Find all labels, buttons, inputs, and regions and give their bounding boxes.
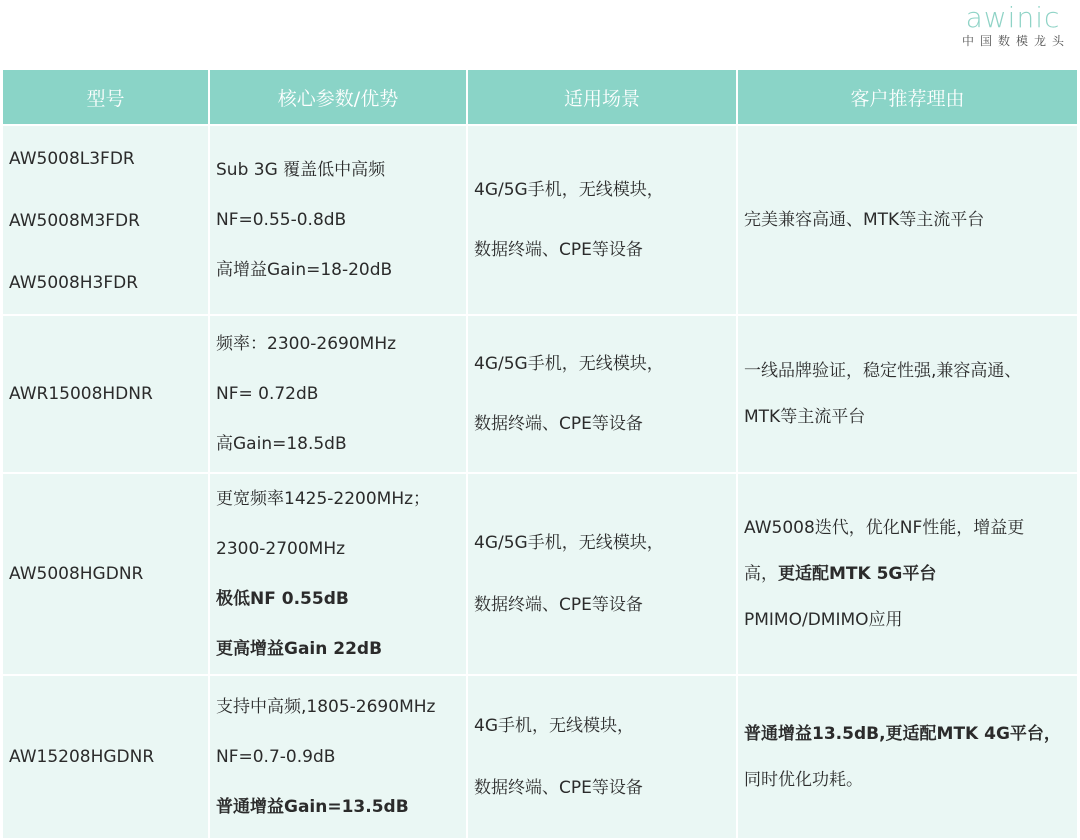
product-table xyxy=(1,68,1079,840)
reason-line-bold: 普通增益13.5dB,更适配MTK 4G平台， xyxy=(744,724,1061,744)
scenario-line: 数据终端、CPE等设备 xyxy=(474,240,643,260)
param-line-bold: 更高增益Gain 22dB xyxy=(216,639,383,659)
params-cell xyxy=(209,473,467,675)
param-line: Sub 3G 覆盖低中高频 xyxy=(216,160,386,180)
logo-tagline: 中国数模龙头 xyxy=(961,34,1070,48)
model-cell xyxy=(2,473,209,675)
scenario-line: 4G/5G手机，无线模块， xyxy=(474,180,664,200)
model-name: AWR15008HDNR xyxy=(9,383,153,404)
param-line: 支持中高频,1805-2690MHz xyxy=(216,697,436,717)
header-scenario: 适用场景 xyxy=(467,69,737,125)
reason-line: AW5008迭代，优化NF性能，增益更 xyxy=(744,518,1025,538)
reason-line: PMIMO/DMIMO应用 xyxy=(744,610,903,630)
logo-wordmark: awinic xyxy=(965,1,1061,34)
table-header-row xyxy=(2,69,1078,125)
reason-line xyxy=(744,551,1071,597)
param-line-bold: 极低NF 0.55dB xyxy=(216,589,349,609)
scenario-line: 数据终端、CPE等设备 xyxy=(474,595,643,615)
params-cell xyxy=(209,675,467,839)
model-cell xyxy=(2,125,209,315)
header-params: 核心参数/优势 xyxy=(209,69,467,125)
param-line: 更宽频率1425-2200MHz； xyxy=(216,489,431,509)
param-line: NF= 0.72dB xyxy=(216,384,319,404)
reason-text: 高， xyxy=(744,564,778,584)
reason-line: MTK等主流平台 xyxy=(744,407,866,427)
params-cell xyxy=(209,125,467,315)
param-line: 2300-2700MHz xyxy=(216,539,346,559)
reason-cell xyxy=(737,473,1078,675)
table-row xyxy=(2,473,1078,675)
scenario-line: 4G/5G手机，无线模块， xyxy=(474,354,664,374)
scenario-cell xyxy=(467,473,737,675)
param-line: NF=0.55-0.8dB xyxy=(216,210,347,230)
params-cell xyxy=(209,315,467,473)
param-line: NF=0.7-0.9dB xyxy=(216,747,336,767)
model-name: AW5008H3FDR xyxy=(9,273,139,293)
company-logo xyxy=(961,1,1070,48)
header-reason: 客户推荐理由 xyxy=(737,69,1078,125)
table-row xyxy=(2,315,1078,473)
scenario-cell xyxy=(467,125,737,315)
model-cell xyxy=(2,315,209,473)
param-line-bold: 普通增益Gain=13.5dB xyxy=(216,797,409,817)
scenario-line: 4G手机，无线模块， xyxy=(474,716,634,736)
reason-cell xyxy=(737,125,1078,315)
model-name: AW5008L3FDR xyxy=(9,149,135,169)
reason-cell xyxy=(737,675,1078,839)
param-line: 高Gain=18.5dB xyxy=(216,434,347,454)
table-row xyxy=(2,125,1078,315)
model-cell xyxy=(2,675,209,839)
model-name: AW15208HGDNR xyxy=(9,746,155,767)
model-name: AW5008HGDNR xyxy=(9,563,144,584)
reason-line: 同时优化功耗。 xyxy=(744,770,863,790)
reason-line: 完美兼容高通、MTK等主流平台 xyxy=(744,209,985,230)
param-line: 高增益Gain=18-20dB xyxy=(216,260,393,280)
reason-text-bold: 更适配MTK 5G平台 xyxy=(778,564,937,584)
scenario-cell xyxy=(467,675,737,839)
reason-line: 一线品牌验证，稳定性强,兼容高通、 xyxy=(744,361,1022,381)
model-name: AW5008M3FDR xyxy=(9,211,140,231)
param-line: 频率：2300-2690MHz xyxy=(216,334,397,354)
reason-cell xyxy=(737,315,1078,473)
table-row xyxy=(2,675,1078,839)
header-model: 型号 xyxy=(2,69,209,125)
scenario-line: 4G/5G手机，无线模块， xyxy=(474,533,664,553)
scenario-cell xyxy=(467,315,737,473)
scenario-line: 数据终端、CPE等设备 xyxy=(474,778,643,798)
scenario-line: 数据终端、CPE等设备 xyxy=(474,414,643,434)
